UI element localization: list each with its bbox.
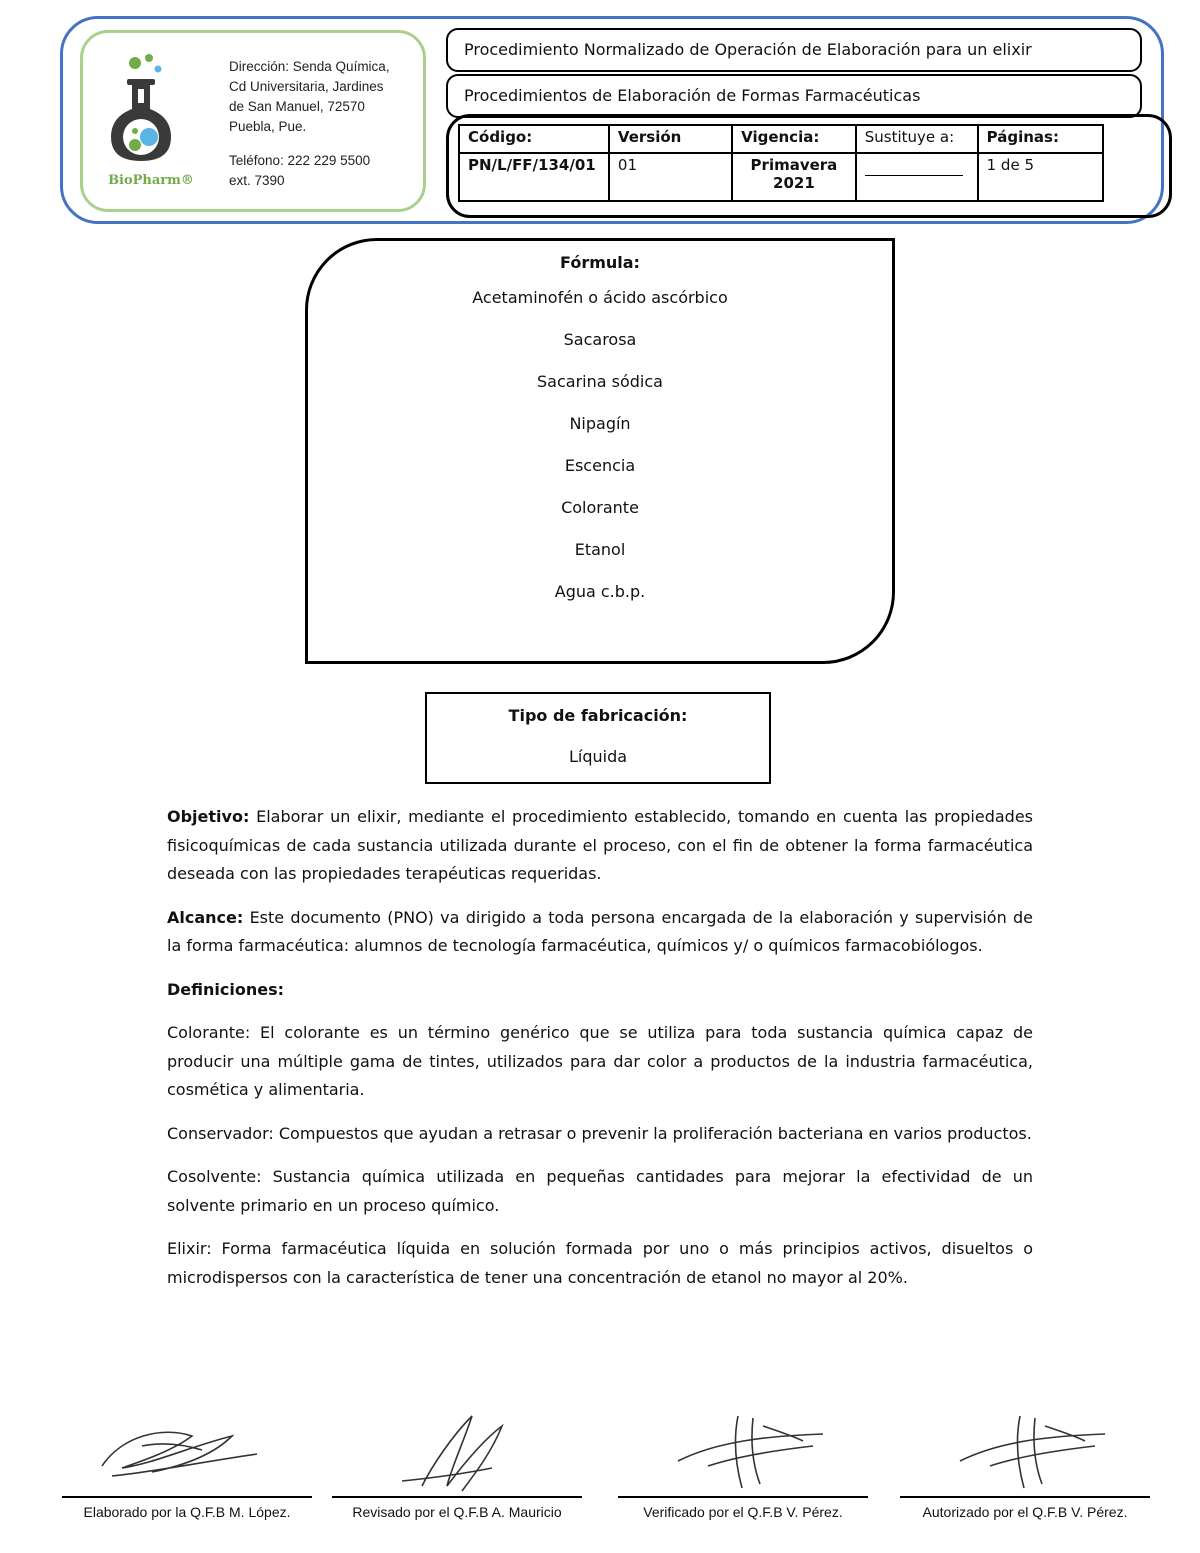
formula-box [305,238,895,664]
definition-paragraph [167,1019,1033,1105]
codigo-value: PN/L/FF/134/01 [459,153,609,201]
sustituye-value [856,153,978,201]
company-address [229,57,409,191]
handwritten-signature-icon [920,1406,1120,1496]
paginas-label: Páginas: [978,125,1103,153]
vigencia-year: 2021 [773,174,815,192]
formula-title: Fórmula: [560,253,640,272]
signature-block-verificado [618,1398,868,1528]
address-line: Cd Universitaria, Jardines [229,79,384,94]
signature-line [332,1496,582,1498]
definitions-term: Definiciones: [167,979,284,999]
formula-ingredient: Sacarina sódica [537,372,663,391]
signature-block-revisado [332,1398,582,1528]
scope-text: Este documento (PNO) va dirigido a toda persona encargada de la elaboración y supervisión de la forma farmacéutica: alumnos de tecnología farmacéutica, químicos y/ o químicos farmacobiólogos. [167,907,1033,955]
handwritten-signature-icon [352,1406,552,1496]
definition-term: Colorante: [167,1023,251,1042]
manufacture-type-title: Tipo de fabricación: [508,706,688,725]
phone-line: Teléfono: 222 229 5500 [229,153,371,168]
definition-text: El colorante es un término genérico que se utiliza para toda sustancia química capaz de producir una múltiple gama de tintes, utilizados para dar color a productos de la industria farmacéutica, cosmética y alimentaria. [167,1023,1033,1099]
address-line: de San Manuel, 72570 [229,99,365,114]
brand-name: BioPharm® [108,173,194,188]
signature-label-verificado: Verificado por el Q.F.B V. Pérez. [643,1504,843,1520]
phone-extension: ext. 7390 [229,173,285,188]
formula-ingredient: Etanol [574,540,626,559]
formula-ingredient: Acetaminofén o ácido ascórbico [472,288,728,307]
address-line: Dirección: Senda Química, [229,59,390,74]
document-title: Procedimiento Normalizado de Operación de Elaboración para un elixir [446,28,1142,72]
handwritten-signature-icon [638,1406,838,1496]
scope-term: Alcance: [167,907,244,927]
meta-value-row [459,153,1103,201]
manufacture-type-box [425,692,771,784]
manufacture-type-value: Líquida [568,747,628,766]
document-body [167,803,1033,1307]
definition-term: Conservador: [167,1123,274,1143]
definition-paragraph [167,1163,1033,1220]
formula-ingredient: Sacarosa [563,330,637,349]
definitions-heading [167,976,1033,1005]
sustituye-blank-line [865,156,963,176]
signature-block-autorizado [900,1398,1150,1528]
formula-ingredient: Escencia [564,456,636,475]
objective-text: Elaborar un elixir, mediante el procedimiento establecido, tomando en cuenta las propiedades fisicoquímicas de cada sustancia utilizada durante el proceso, con el fin de obtener la forma farmacéutica deseada con las propiedades terapéuticas requeridas. [167,807,1033,883]
formula-ingredient: Colorante [561,498,639,517]
document-subtitle: Procedimientos de Elaboración de Formas Farmacéuticas [446,74,1142,118]
vigencia-label: Vigencia: [732,125,856,153]
version-value: 01 [609,153,732,201]
vigencia-season: Primavera [750,156,838,174]
formula-ingredient: Nipagín [569,414,631,433]
codigo-label: Código: [459,125,609,153]
definition-text: Sustancia química utilizada en pequeñas cantidades para mejorar la efectividad de un solvente primario en un proceso químico. [167,1167,1033,1215]
company-logo-card [80,30,426,212]
signature-line [900,1496,1150,1498]
signature-label-autorizado: Autorizado por el Q.F.B V. Pérez. [922,1504,1128,1520]
definition-paragraph [167,1120,1033,1149]
definition-text: Forma farmacéutica líquida en solución formada por uno o más principios activos, disueltos o microdispersos con la característica de tener una concentración de etanol no mayor al 20%. [167,1239,1033,1287]
formula-ingredient-list [308,288,892,624]
document-meta-table [458,124,1104,202]
definition-term: Cosolvente: [167,1167,262,1186]
paginas-value: 1 de 5 [978,153,1103,201]
handwritten-signature-icon [82,1406,282,1496]
formula-ingredient: Agua c.b.p. [554,582,646,601]
definition-paragraph [167,1235,1033,1292]
scope-paragraph [167,904,1033,961]
definition-text: Compuestos que ayudan a retrasar o prevenir la proliferación bacteriana en varios productos. [273,1123,1032,1143]
definition-term: Elixir: [167,1239,212,1258]
objective-paragraph [167,803,1033,889]
flask-logo-icon [105,49,185,167]
signature-line [62,1496,312,1498]
sustituye-label: Sustituye a: [856,125,978,153]
signature-label-revisado: Revisado por el Q.F.B A. Mauricio [352,1504,562,1520]
signature-label-elaborado: Elaborado por la Q.F.B M. López. [83,1504,291,1520]
version-label: Versión [609,125,732,153]
signature-block-elaborado [62,1398,312,1528]
objective-term: Objetivo: [167,807,250,826]
signature-line [618,1496,868,1498]
vigencia-value [732,153,856,201]
meta-header-row [459,125,1103,153]
address-line: Puebla, Pue. [229,119,307,134]
